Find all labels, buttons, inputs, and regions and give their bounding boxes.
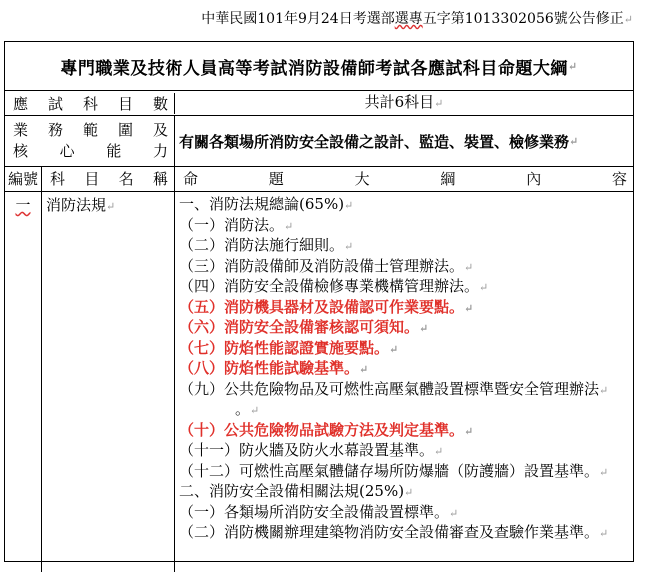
column-header-row: [5, 167, 633, 192]
label-char: 數: [152, 94, 168, 113]
outline-line: [179, 235, 629, 256]
header-char: 題: [268, 170, 284, 188]
header-char: 科: [50, 170, 66, 188]
label-char: 科: [82, 94, 98, 113]
outline-text: （一）消防法。: [179, 215, 285, 234]
outline-line: [179, 399, 629, 420]
paragraph-mark: ↵: [464, 260, 474, 274]
paragraph-mark: ↵: [419, 322, 429, 335]
outline-text: 一、消防法規總論(65%): [179, 195, 345, 213]
outline-text: （四）消防安全設備檢修專業機構管理辦法。: [179, 277, 480, 295]
outline-text: 二、消防安全設備相關法規(25%): [179, 482, 405, 500]
paragraph-mark: ↵: [449, 506, 459, 520]
paragraph-mark: ↵: [623, 13, 633, 26]
label-char: 核: [13, 142, 29, 160]
outline-line: [179, 502, 629, 523]
outline-line: [179, 379, 629, 400]
outline-line: [179, 256, 629, 277]
scope-text: 有關各類場所消防安全設備之設計、監造、裝置、檢修業務: [179, 132, 570, 151]
label-char: 力: [152, 142, 168, 160]
scope-label: [5, 116, 175, 166]
outline-text: 。: [235, 400, 251, 418]
outline-line: [179, 317, 629, 338]
paragraph-mark: ↵: [567, 59, 578, 73]
header-char: 內: [526, 170, 542, 188]
outline-text: （一）各類場所消防安全設備設置標準。: [179, 502, 450, 521]
header-char: 大: [354, 170, 370, 188]
section-subject: 消防法規: [46, 196, 107, 214]
label-char: 及: [152, 121, 168, 139]
outline-line: [179, 481, 629, 502]
paragraph-mark: ↵: [464, 301, 474, 315]
paragraph-mark: ↵: [599, 383, 609, 397]
subject-section-row: [5, 192, 633, 572]
label-char: 務: [47, 121, 63, 139]
label-char: 試: [47, 94, 63, 113]
outline-text: （十二）可燃性高壓氣體儲存場所防爆牆（防護牆）設置基準。: [179, 461, 600, 480]
outline-line: [179, 358, 629, 379]
label-char: 圍: [117, 121, 133, 139]
outline-text: （五）消防機具器材及設備認可作業要點。: [179, 297, 465, 316]
paragraph-mark: ↵: [250, 404, 260, 417]
paragraph-mark: ↵: [479, 281, 489, 294]
paragraph-mark: ↵: [344, 199, 354, 212]
paragraph-mark: ↵: [569, 134, 579, 148]
header-char: 命: [183, 170, 199, 188]
label-char: 心: [59, 142, 75, 160]
document-title-row: [5, 42, 633, 91]
outline-text: （七）防焰性能認證實施要點。: [179, 338, 390, 357]
outline-line: [179, 297, 629, 318]
outline-line: [179, 338, 629, 359]
section-number: 一: [15, 196, 31, 214]
subjects-count-label: [5, 93, 175, 114]
document-title: 專門職業及技術人員高等考試消防設備師考試各應試科目命題大綱: [60, 58, 568, 79]
paragraph-mark: ↵: [284, 219, 294, 233]
outline-text: （二）消防機關辦理建築物消防安全設備審查及查驗作業基準。: [179, 523, 600, 541]
table-bottom-border: [5, 561, 633, 562]
outline-text: （三）消防設備師及消防設備士管理辦法。: [179, 256, 465, 275]
subjects-count-row: [5, 91, 633, 116]
outline-line: [179, 420, 629, 441]
subjects-count-text: 共計6科目: [364, 93, 435, 111]
paragraph-mark: ↵: [106, 200, 116, 213]
notice-part3: 五字第1013302056號公告修正: [422, 11, 624, 27]
label-char: 業: [13, 121, 29, 139]
header-subject: [42, 167, 175, 191]
header-char: 綱: [440, 170, 456, 188]
scope-row: [5, 116, 633, 167]
outline-line: [179, 215, 629, 236]
paragraph-mark: ↵: [434, 97, 444, 110]
syllabus-table: [4, 41, 634, 562]
header-char: 名: [118, 170, 134, 188]
outline-line: [179, 194, 629, 215]
notice-part1: 中華民國101年9月24日考選部: [201, 11, 395, 27]
outline-text: （六）消防安全設備審核認可須知。: [179, 318, 420, 336]
header-number: 編號: [5, 167, 42, 191]
paragraph-mark: ↵: [404, 486, 414, 499]
announcement-notice: [201, 8, 633, 28]
subjects-count-value: [175, 90, 633, 116]
section-number-cell: [5, 192, 42, 572]
paragraph-mark: ↵: [464, 424, 474, 438]
paragraph-mark: ↵: [599, 465, 609, 479]
paragraph-mark: ↵: [344, 240, 354, 253]
outline-text: （八）防焰性能試驗基準。: [179, 359, 360, 377]
scope-value: [175, 116, 633, 166]
outline-text: （二）消防法施行細則。: [179, 236, 345, 254]
header-char: 稱: [152, 170, 168, 188]
header-char: 容: [611, 170, 627, 188]
label-char: 能: [106, 142, 122, 160]
outline-line: [179, 276, 629, 297]
paragraph-mark: ↵: [359, 363, 369, 376]
header-char: 目: [84, 170, 100, 188]
paragraph-mark: ↵: [389, 342, 399, 356]
paragraph-mark: ↵: [599, 527, 609, 540]
outline-line: [179, 522, 629, 543]
outline-text: （九）公共危險物品及可燃性高壓氣體設置標準暨安全管理辦法: [179, 379, 600, 398]
outline-line: [179, 440, 629, 461]
section-subject-cell: [42, 192, 175, 572]
paragraph-mark: ↵: [434, 445, 444, 458]
notice-part2: 選專: [394, 11, 423, 27]
outline-line: [179, 461, 629, 482]
header-content: [175, 167, 633, 191]
section-outline: [175, 192, 633, 572]
label-char: 範: [82, 121, 98, 139]
outline-text: （十）公共危險物品試驗方法及判定基準。: [179, 420, 465, 439]
label-char: 目: [117, 94, 133, 113]
label-char: 應: [13, 94, 29, 113]
outline-text: （十一）防火牆及防火水幕設置基準。: [179, 441, 435, 459]
